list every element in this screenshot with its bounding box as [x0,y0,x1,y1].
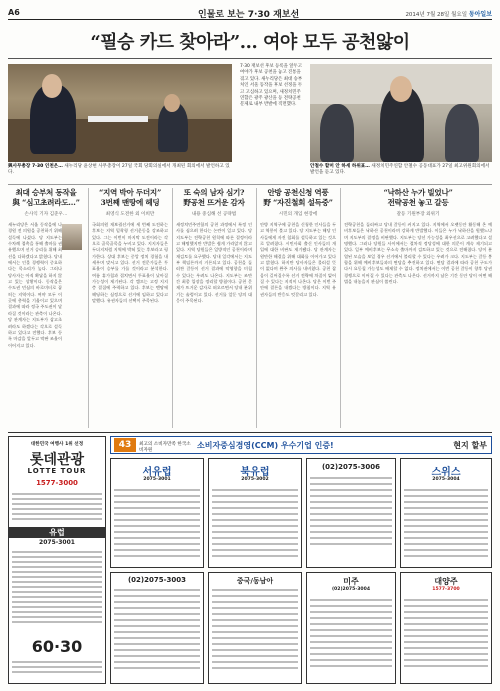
article-column-3 [176,188,252,428]
column-divider [172,188,173,428]
ad-phone: 1577-3000 [36,479,78,487]
column-divider [88,188,89,428]
article-headline: 또 숙의 남자 심기? 野공천 뜨거운 감자 [183,188,245,207]
photo-caption-left: 與사무총장 7·30 인천은… 새누리당 윤상현 사무총장이 27일 국회 당회의실에서 개최된 회의에서 발언하고 있다. [8,164,230,175]
ad-region-phone: 2075-3002 [241,477,269,482]
column-divider [340,188,341,428]
article-body: 안방 지역구에 공천을 신청한 인사들을 두고 역풍이 불고 있다. 당 지도부는 해당 인사들에게 자진 철회를 설득하고 있는 것으로 알려졌다. 시민사회 출신 인사들의 개입에 대한 비판도 제기됐다. 당 관계자는 원만한 해결을 위해 대화를 이어가고 있다고 밝혔다. 하지만 당사자들은 물러설 뜻이 없다며 완주 의사를 내비쳤다. 공천 잡음이 길어질수록 선거 전략에 차질이 빚어질 수 있다는 지적이 나온다. 당은 이번 주 안에 결론을 내겠다는 방침이다. 지역 유권자들의 반응도 엇갈리고 있다. [260,222,336,297]
article-body: 새누리당은 서울 동작을에 나경원 전 의원을 공천하기 위해 설득에 나섰다. 당 지도부는 수차례 접촉을 통해 출마를 권유했으며 선거 승리를 위해 최선을 다하겠다고 밝혔다. 당내에서는 인물 경쟁력이 중요하다는 목소리가 높다. 그러나 당사자는 아직 확답을 하지 않고 있는 상황이다. 동작을은 수도권 민심의 바로미터로 꼽히는 지역이다. 여야 모두 이곳에 총력을 기울이고 있으며 결과에 따라 정국 주도권이 달라질 것이라는 관측이 나온다. 당 관계자는 지도부가 삼고초려라도 하겠다는 각오로 설득하고 있다고 전했다. 후보 등록 마감을 앞두고 막판 조율이 이어지고 있다. [8,222,62,348]
ad-ccm-title: 소비자중심경영(CCM) 우수기업 인증! [197,441,334,450]
ad-badge-text: 최고의 소비자만족 한국소비자원 [139,442,191,453]
ad-region-title: 스위스 [431,467,461,478]
ad-bottom-number: 60·30 [31,637,83,656]
ad-region-title: 서유럽 [142,467,172,478]
page-number: A6 [8,8,20,17]
article-column-2 [92,188,168,428]
article-column-1 [8,188,84,428]
ad-ccm-banner[interactable] [110,436,492,454]
article-body: 국회의원 재보궐선거에 세 번째 도전하는 후보는 지역 밀착형 선거운동을 강조하고 있다. 그는 이번이 마지막 도전이라는 각오로 골목골목을 누비고 있다. 지지자들은 두더지처럼 지역에 박혀 있는 후보라고 평가한다. 상대 후보는 중앙 정치 경험을 내세우며 맞서고 있다. 선거 전문가들은 투표율이 승부를 가를 것이라고 분석한다. 여름 휴가철과 겹치면서 투표율이 낮아질 가능성이 제기된다. 각 캠프는 고정 지지층 결집에 주력하고 있다. 후보는 맨땅에 헤딩하는 심정으로 선거에 임하고 있다고 말했다. 유권자들의 선택이 주목된다. [92,222,168,304]
article-body: 전략공천을 둘러싸고 당내 갈등이 커지고 있다. 지역에서 오랫동안 활동해 온 예비후보들은 낙하산 공천이라며 강하게 반발했다. 이들은 누가 낙하산을 원했느냐며 지도부의 결정을 비판했다. 지도부는 당선 가능성을 최우선으로 고려했다고 설명했다. 그러나 당원들 사이에서는 절차적 정당성에 대한 의문이 계속 제기되고 있다. 일부 예비후보는 무소속 출마까지 검토하고 있는 것으로 전해졌다. 당이 분열된 모습을 보일 경우 선거에서 불리할 수 있다는 우려가 크다. 지도부는 갈등 봉합을 위해 예비후보들과의 면담을 추진하고 있다. 면담 결과에 따라 공천 구도가 다시 요동칠 가능성도 배제할 수 없다. 정치권에서는 이번 공천 갈등이 향후 당권 경쟁으로 이어질 수 있다는 관측도 나온다. 선거까지 남은 기간 동안 당이 어떤 해법을 내놓을지 관심이 쏠린다. [344,222,492,285]
ad-region-box[interactable] [306,458,396,568]
byline: 갈등 기원부장 외위기 [396,212,440,217]
ad-region-title: 대양주 [434,577,458,586]
ad-brand-name-en: LOTTE TOUR [27,467,87,475]
byline: 내용 중심해 선 공략법 [191,212,237,217]
page-header [8,6,492,20]
divider [8,58,492,59]
ad-region-title: 북유럽 [240,467,270,478]
article-column-5 [344,188,492,428]
ad-brand-name: 롯데관광 [29,452,85,468]
photo-caption-right: 안철수 할머 안 하세 하위표… 새정치민주연합 안철수 공동대표가 27일 최고위원회의에서 발언을 듣고 있다. [310,164,490,175]
ad-kicker: 대한민국 여행사 1위 선정 [30,442,84,447]
portrait-photo [62,224,82,250]
article-headline: “지역 박아 두더지” 3번째 맨땅에 헤딩 [98,188,162,207]
ad-region-phone: (02)2075-3006 [321,463,380,471]
article-column-4 [260,188,336,428]
ad-region-phone: (02)2075-3003 [127,576,186,584]
ad-section-label: 유럽 [9,527,105,538]
ad-region-box[interactable] [208,572,302,684]
article-headline: “낙하산 누가 빌었나” 전략공천 놓고 갈등 [383,188,453,207]
ad-badge-number: 43 [114,438,136,452]
ad-divider [8,432,492,433]
ad-section-phone: 2075-3001 [39,539,75,546]
lead-paragraph: 7·30 재보선 후보 등록을 앞두고 여야가 후보 공천을 놓고 진통을 겪고 있다. 새누리당은 최대 승부처인 서울 동작을 후보 선정을 두고 고심하고 있으며, 새정치민주연합은 광주 광산을 등 전략공천 문제로 내부 반발에 직면했다. [240,64,303,108]
ad-region-box[interactable] [110,458,204,568]
news-photo-leader [310,64,492,162]
ad-region-phone: 2075-3004 [432,477,460,482]
ad-region-phone: (02)2075-3004 [331,587,371,592]
ad-region-box[interactable] [110,572,204,684]
ad-region-phone: 1577-3700 [432,587,460,592]
ad-region-phone: 2075-3001 [143,477,171,482]
byline: 손사익 기자 김준우… [24,212,68,217]
column-divider [256,188,257,428]
article-headline: 안방 공천신청 역풍 野 “자진철회 설득중” [263,188,333,207]
ad-lotte-tour-brand[interactable] [8,436,106,684]
news-photo-meeting [8,64,232,162]
main-headline: “필승 카드 찾아라”… 여야 모두 공천앓이 [90,32,410,53]
ad-region-box[interactable] [400,458,492,568]
ad-region-box[interactable] [208,458,302,568]
article-body: 새정치민주연합의 공천 과정에서 특정 인사를 심으려 한다는 논란이 일고 있다. 당 지도부는 전략공천 원칙에 따른 결정이라고 해명했지만 반발은 쉽게 가라앉지 않고 있다. 지역 당원들은 일방적인 공천이라며 재검토를 요구했다. 당내 일각에서는 지도부 책임론까지 거론되고 있다. 공천을 둘러싼 갈등이 선거 결과에 악영향을 미칠 수 있다는 우려도 나온다. 지도부는 조만간 최종 입장을 정리할 방침이다. 공천 문제가 뜨거운 감자로 떠오르면서 당내 분위기는 술렁이고 있다. 선거를 앞둔 당의 대응이 주목된다. [176,222,252,304]
ad-region-title: 미주 [343,577,359,586]
section-title: 인물로 보는 7·30 재보선 [198,10,300,20]
issue-date: 2014년 7월 28일 월요일 동아일보 [405,11,492,18]
divider [8,184,492,185]
ad-region-box[interactable] [306,572,396,684]
ad-region-title: 중국/동남아 [236,577,274,585]
article-headline: 최대 승부처 동작을 與 “심고초려라도…” [12,188,80,207]
byline: 최영식 도전한 외 이희만 [105,212,155,217]
ad-ccm-right: 현지 할부 [453,441,487,450]
ad-region-box[interactable] [400,572,492,684]
byline: 시민의 개입 현장에 [278,212,318,217]
